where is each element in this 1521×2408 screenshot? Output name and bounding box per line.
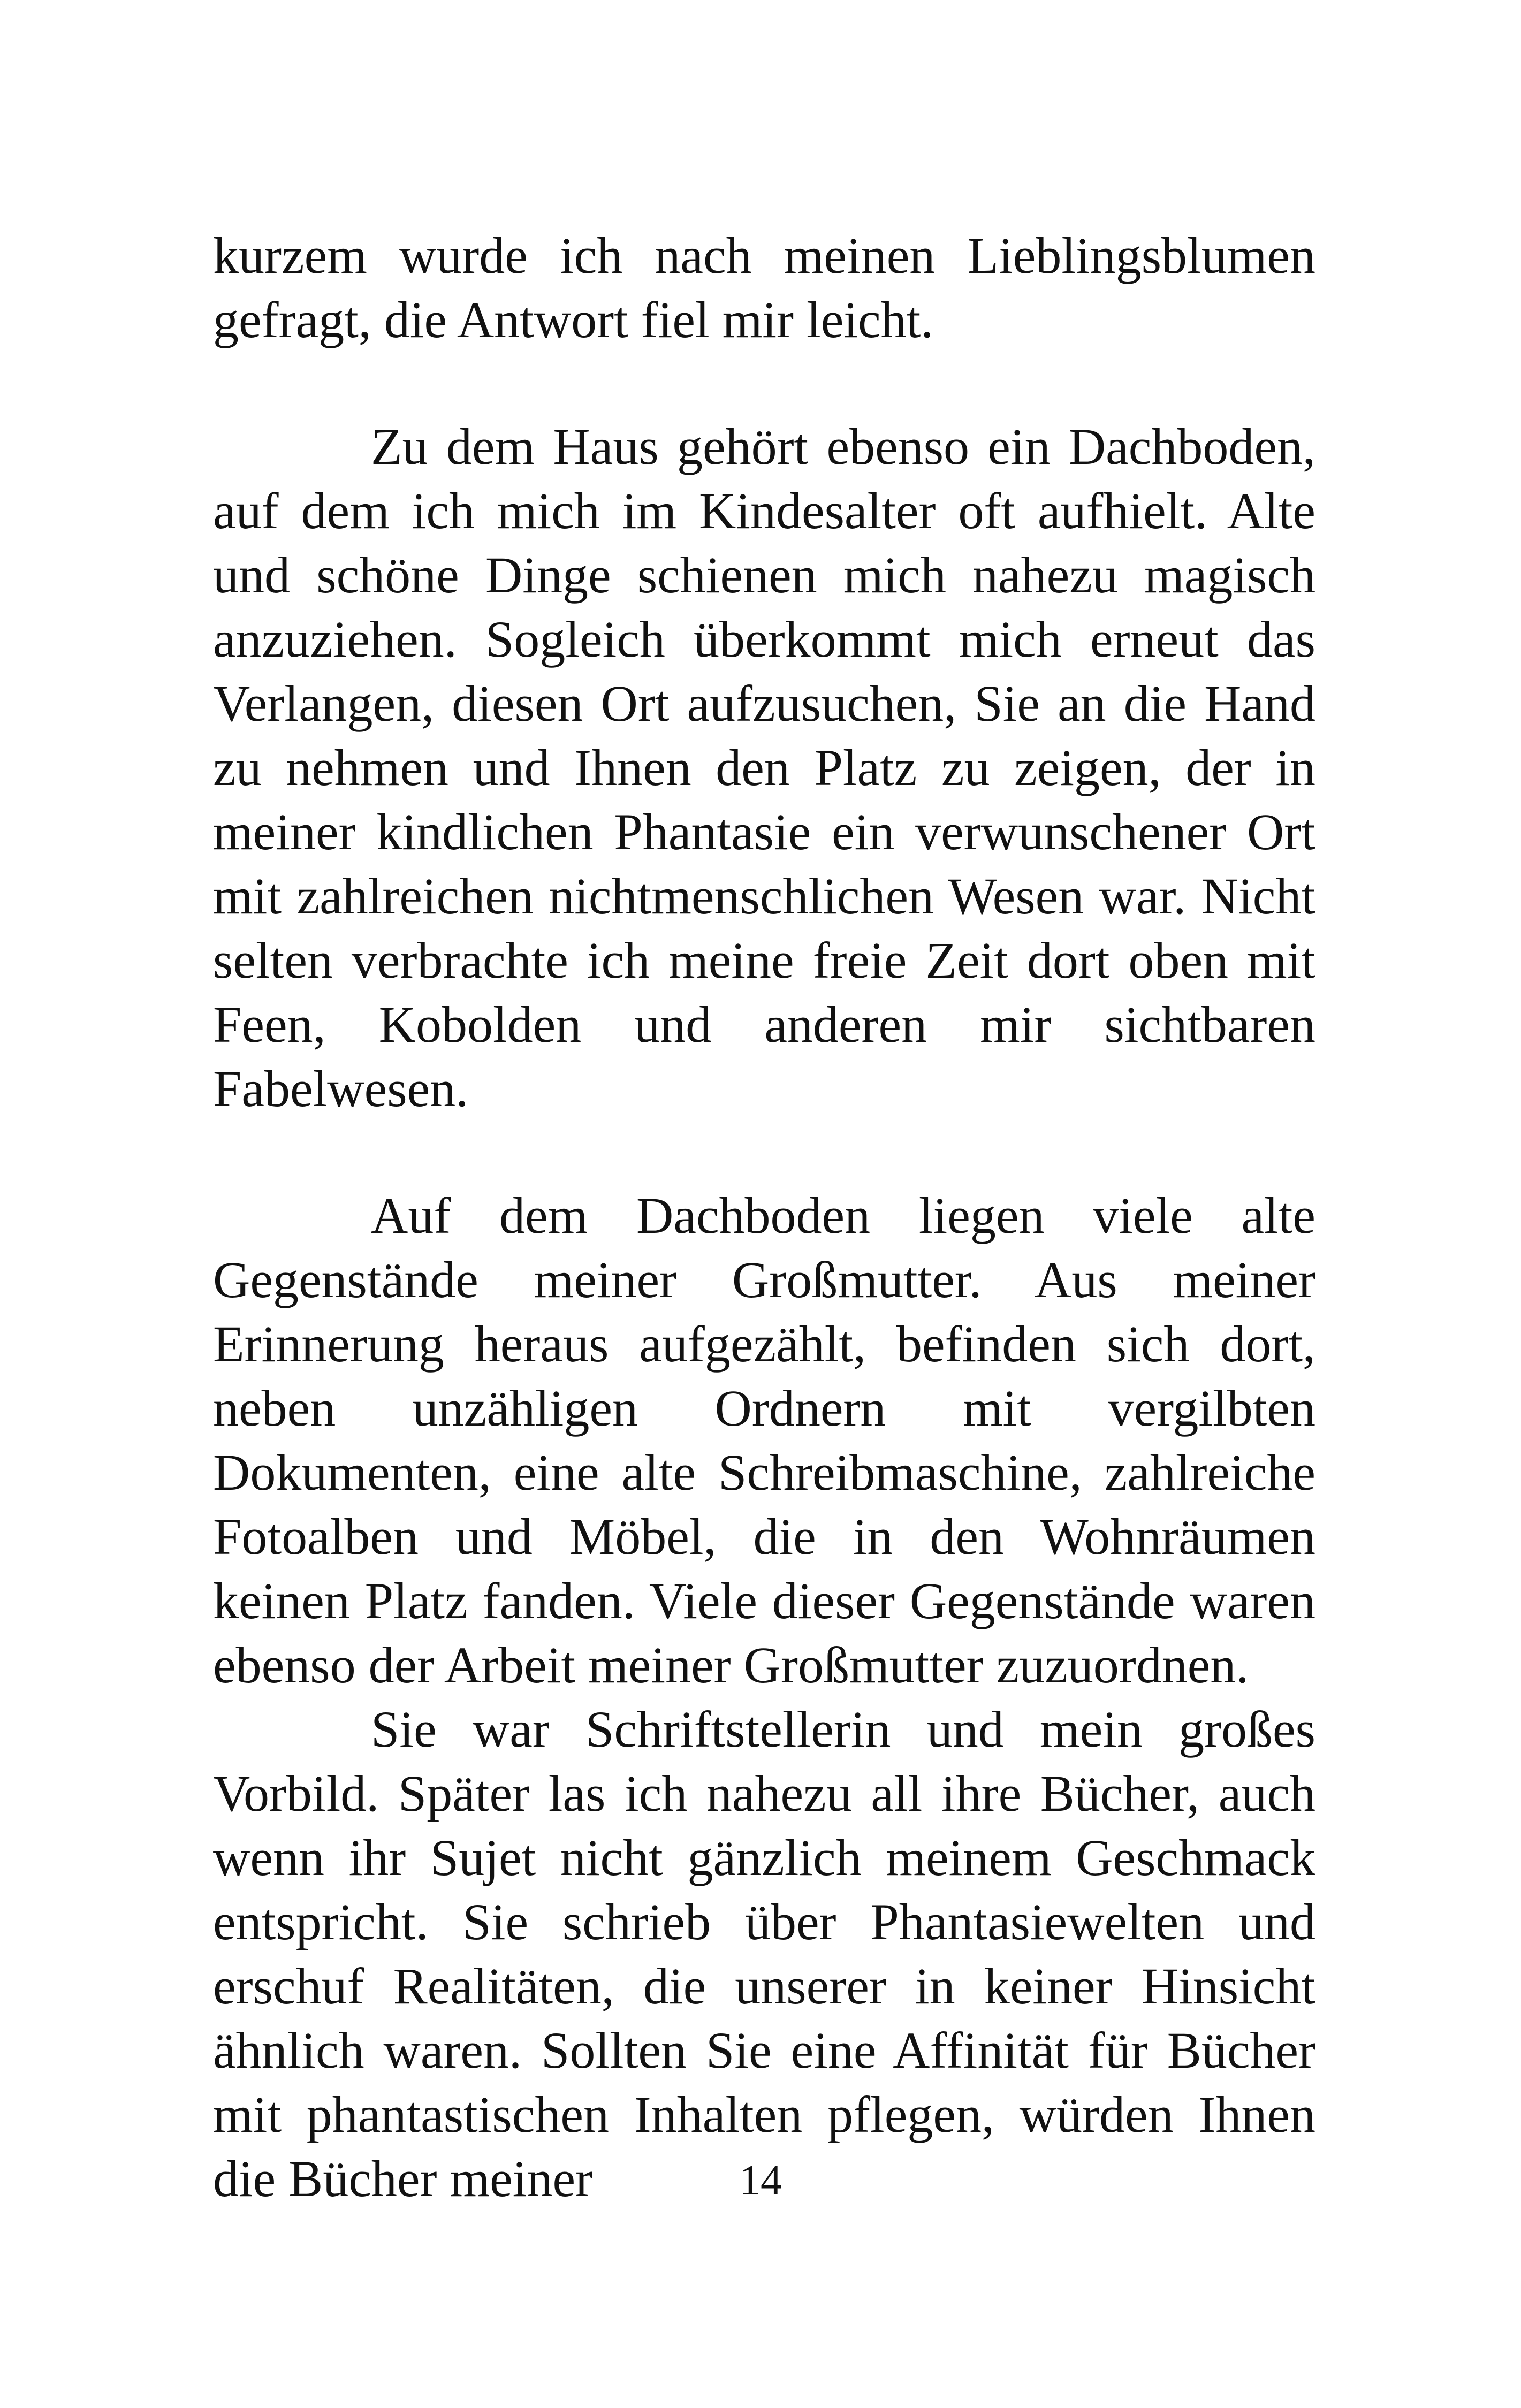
paragraph-continuation: kurzem wurde ich nach meinen Lieblingsblumen gefragt, die Antwort fiel mir leicht.	[213, 227, 1315, 348]
body-text	[213, 224, 1315, 2211]
paragraph-attic: Zu dem Haus gehört ebenso ein Dachboden, auf dem ich mich im Kindesalter oft aufhielt. Alte und schöne Dinge schienen mich nahezu magisch anzuziehen. Sogleich überkommt mich erneut das Verlangen, diesen Ort aufzusuchen, Sie an die Hand zu nehmen und Ihnen den Platz zu zeigen, der in meiner kindlichen Phantasie ein verwunschener Ort mit zahlreichen nichtmenschlichen Wesen war. Nicht selten verbrachte ich meine freie Zeit dort oben mit Feen, Kobolden und anderen mir sichtbaren Fabelwesen.	[213, 418, 1315, 1117]
page-number: 14	[739, 2157, 782, 2204]
paragraph-attic-objects: Auf dem Dachboden liegen viele alte Gegenstände meiner Großmutter. Aus meiner Erinnerung heraus aufgezählt, befinden sich dort, neben unzähligen Ordnern mit vergilbten Dokumenten, eine alte Schreibmaschine, zahlreiche Fotoalben und Möbel, die in den Wohnräumen keinen Platz fanden. Viele dieser Gegenstände waren ebenso der Arbeit meiner Großmutter zuzuordnen.	[213, 1187, 1315, 1694]
paragraph-grandmother-writer: Sie war Schriftstellerin und mein großes Vorbild. Später las ich nahezu all ihre Bücher, auch wenn ihr Sujet nicht gänzlich meinem Geschmack entspricht. Sie schrieb über Phantasiewelten und erschuf Realitäten, die unserer in keiner Hinsicht ähnlich waren. Sollten Sie eine Affinität für Bücher mit phantastischen Inhalten pflegen, würden Ihnen die Bücher meiner	[213, 1701, 1315, 2207]
